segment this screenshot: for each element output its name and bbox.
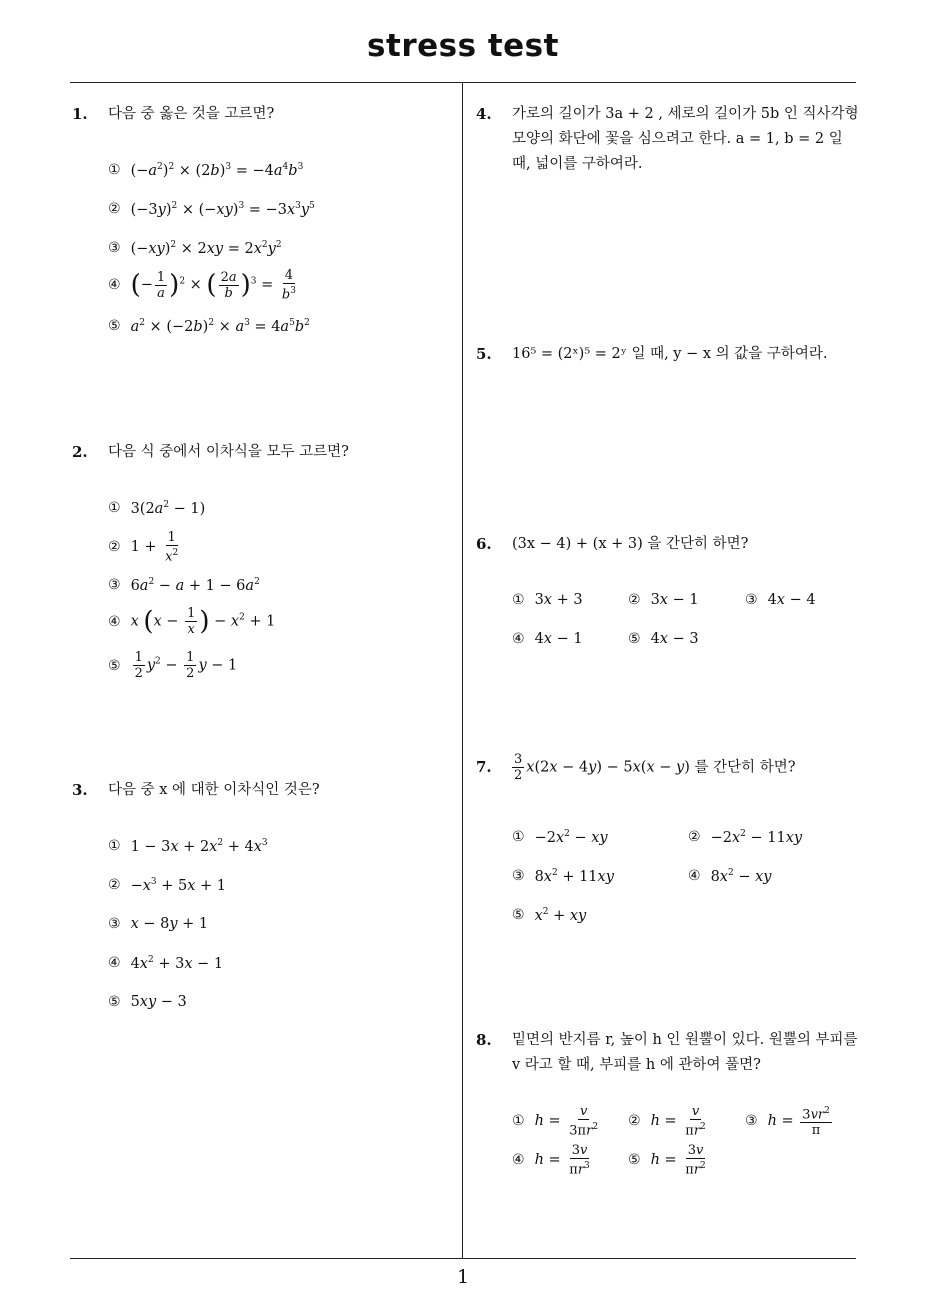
option-2-2[interactable]: ② 1 + $\frac{1}{x^2}$	[108, 530, 179, 565]
question-number: 2.	[72, 443, 88, 461]
question-text: 다음 중 x 에 대한 이차식인 것은?	[108, 782, 320, 798]
question-text-line: 밑면의 반지름 r, 높이 h 인 원뿔이 있다. 원뿔의 부피를	[512, 1032, 858, 1048]
option-7-4[interactable]: ④ $8x^2$ − xy	[688, 868, 772, 885]
question-text: 다음 식 중에서 이차식을 모두 고르면?	[108, 444, 349, 460]
option-6-2[interactable]: ② 3x − 1	[628, 592, 699, 608]
option-7-5[interactable]: ⑤ $x^2$ + xy	[512, 907, 587, 924]
option-8-5[interactable]: ⑤ h = $\frac{3v}{\pi r^2}$	[628, 1143, 706, 1178]
option-6-1[interactable]: ① 3x + 3	[512, 592, 583, 608]
option-6-3[interactable]: ③ 4x − 4	[745, 592, 816, 608]
question-text: (3x − 4) + (x + 3) 을 간단히 하면?	[512, 536, 749, 552]
footer-rule	[70, 1258, 856, 1259]
option-3-1[interactable]: ① $1 - 3x + 2x^2 + 4x^3$	[108, 838, 268, 855]
question-text-line: v 라고 할 때, 부피를 h 에 관하여 풀면?	[512, 1057, 761, 1073]
question-text: 다음 중 옳은 것을 고르면?	[108, 106, 275, 122]
question-number: 1.	[72, 105, 88, 123]
option-7-1[interactable]: ① $-2x^2$ − xy	[512, 829, 608, 846]
page-title: stress test	[367, 28, 559, 64]
question-number: 8.	[476, 1031, 492, 1049]
option-7-2[interactable]: ② $-2x^2 - 11xy$	[688, 829, 803, 846]
option-6-5[interactable]: ⑤ 4x − 3	[628, 631, 699, 647]
question-number: 7.	[476, 758, 492, 776]
question-text-line: 모양의 화단에 꽃을 심으려고 한다. a = 1, b = 2 일	[512, 131, 843, 147]
option-2-5[interactable]: ⑤ $\frac{1}{2}$ $y^2$ − $\frac{1}{2}$ y − 1	[108, 650, 238, 681]
option-3-4[interactable]: ④ $4x^2 + 3x - 1$	[108, 955, 224, 972]
option-2-4[interactable]: ④ x (x − $\frac{1}{x}$ ) − $x^2 + 1$	[108, 606, 276, 637]
option-1-4[interactable]: ④ (− $\frac{1}{a}$ )$^2$ × ( $\frac{2a}{b}$ )$^3$ = $\frac{4}{b^3}$	[108, 268, 296, 303]
option-6-4[interactable]: ④ 4x − 1	[512, 631, 583, 647]
question-number: 6.	[476, 535, 492, 553]
question-number: 4.	[476, 105, 492, 123]
column-divider	[462, 82, 463, 1258]
option-8-1[interactable]: ① h = $\frac{v}{3\pi r^2}$	[512, 1104, 599, 1139]
question-text-line: 때, 넓이를 구하여라.	[512, 156, 643, 172]
option-1-1[interactable]: ① $(-a^2)^2 \times (2b)^3 = -4a^4b^3$	[108, 162, 304, 179]
option-1-5[interactable]: ⑤ $a^2 \times (-2b)^2 \times a^3 = 4a^5b^2$	[108, 318, 310, 335]
option-1-2[interactable]: ② $(-3y)^2 \times (-xy)^3 = -3x^3y^5$	[108, 201, 315, 218]
question-number: 3.	[72, 781, 88, 799]
option-2-3[interactable]: ③ $6a^2 - a + 1 - 6a^2$	[108, 577, 260, 594]
question-number: 5.	[476, 345, 492, 363]
option-3-3[interactable]: ③ x − 8y + 1	[108, 916, 209, 932]
page-number: 1	[456, 1266, 470, 1288]
option-8-4[interactable]: ④ h = $\frac{3v}{\pi r^3}$	[512, 1143, 590, 1178]
question-7-text: $\frac{3}{2}$ x(2x − 4y) − 5x(x − y) 를 간단히 하면?	[514, 752, 796, 783]
option-3-2[interactable]: ② $-x^3 + 5x + 1$	[108, 877, 227, 894]
option-8-2[interactable]: ② h = $\frac{v}{\pi r^2}$	[628, 1104, 706, 1139]
option-3-5[interactable]: ⑤ 5xy − 3	[108, 994, 187, 1010]
option-8-3[interactable]: ③ h = $\frac{3vr^2}{\pi}$	[745, 1106, 830, 1139]
option-2-1[interactable]: ① $3(2a^2 - 1)$	[108, 500, 206, 517]
option-7-3[interactable]: ③ $8x^2 + 11xy$	[512, 868, 614, 885]
option-1-3[interactable]: ③ $(-xy)^2 \times 2xy = 2x^2y^2$	[108, 240, 282, 257]
question-text: 16⁵ = (2ˣ)⁵ = 2ʸ 일 때, y − x 의 값을 구하여라.	[512, 346, 828, 362]
header-rule	[70, 82, 856, 83]
question-text-line: 가로의 길이가 3a + 2 , 세로의 길이가 5b 인 직사각형	[512, 106, 859, 122]
